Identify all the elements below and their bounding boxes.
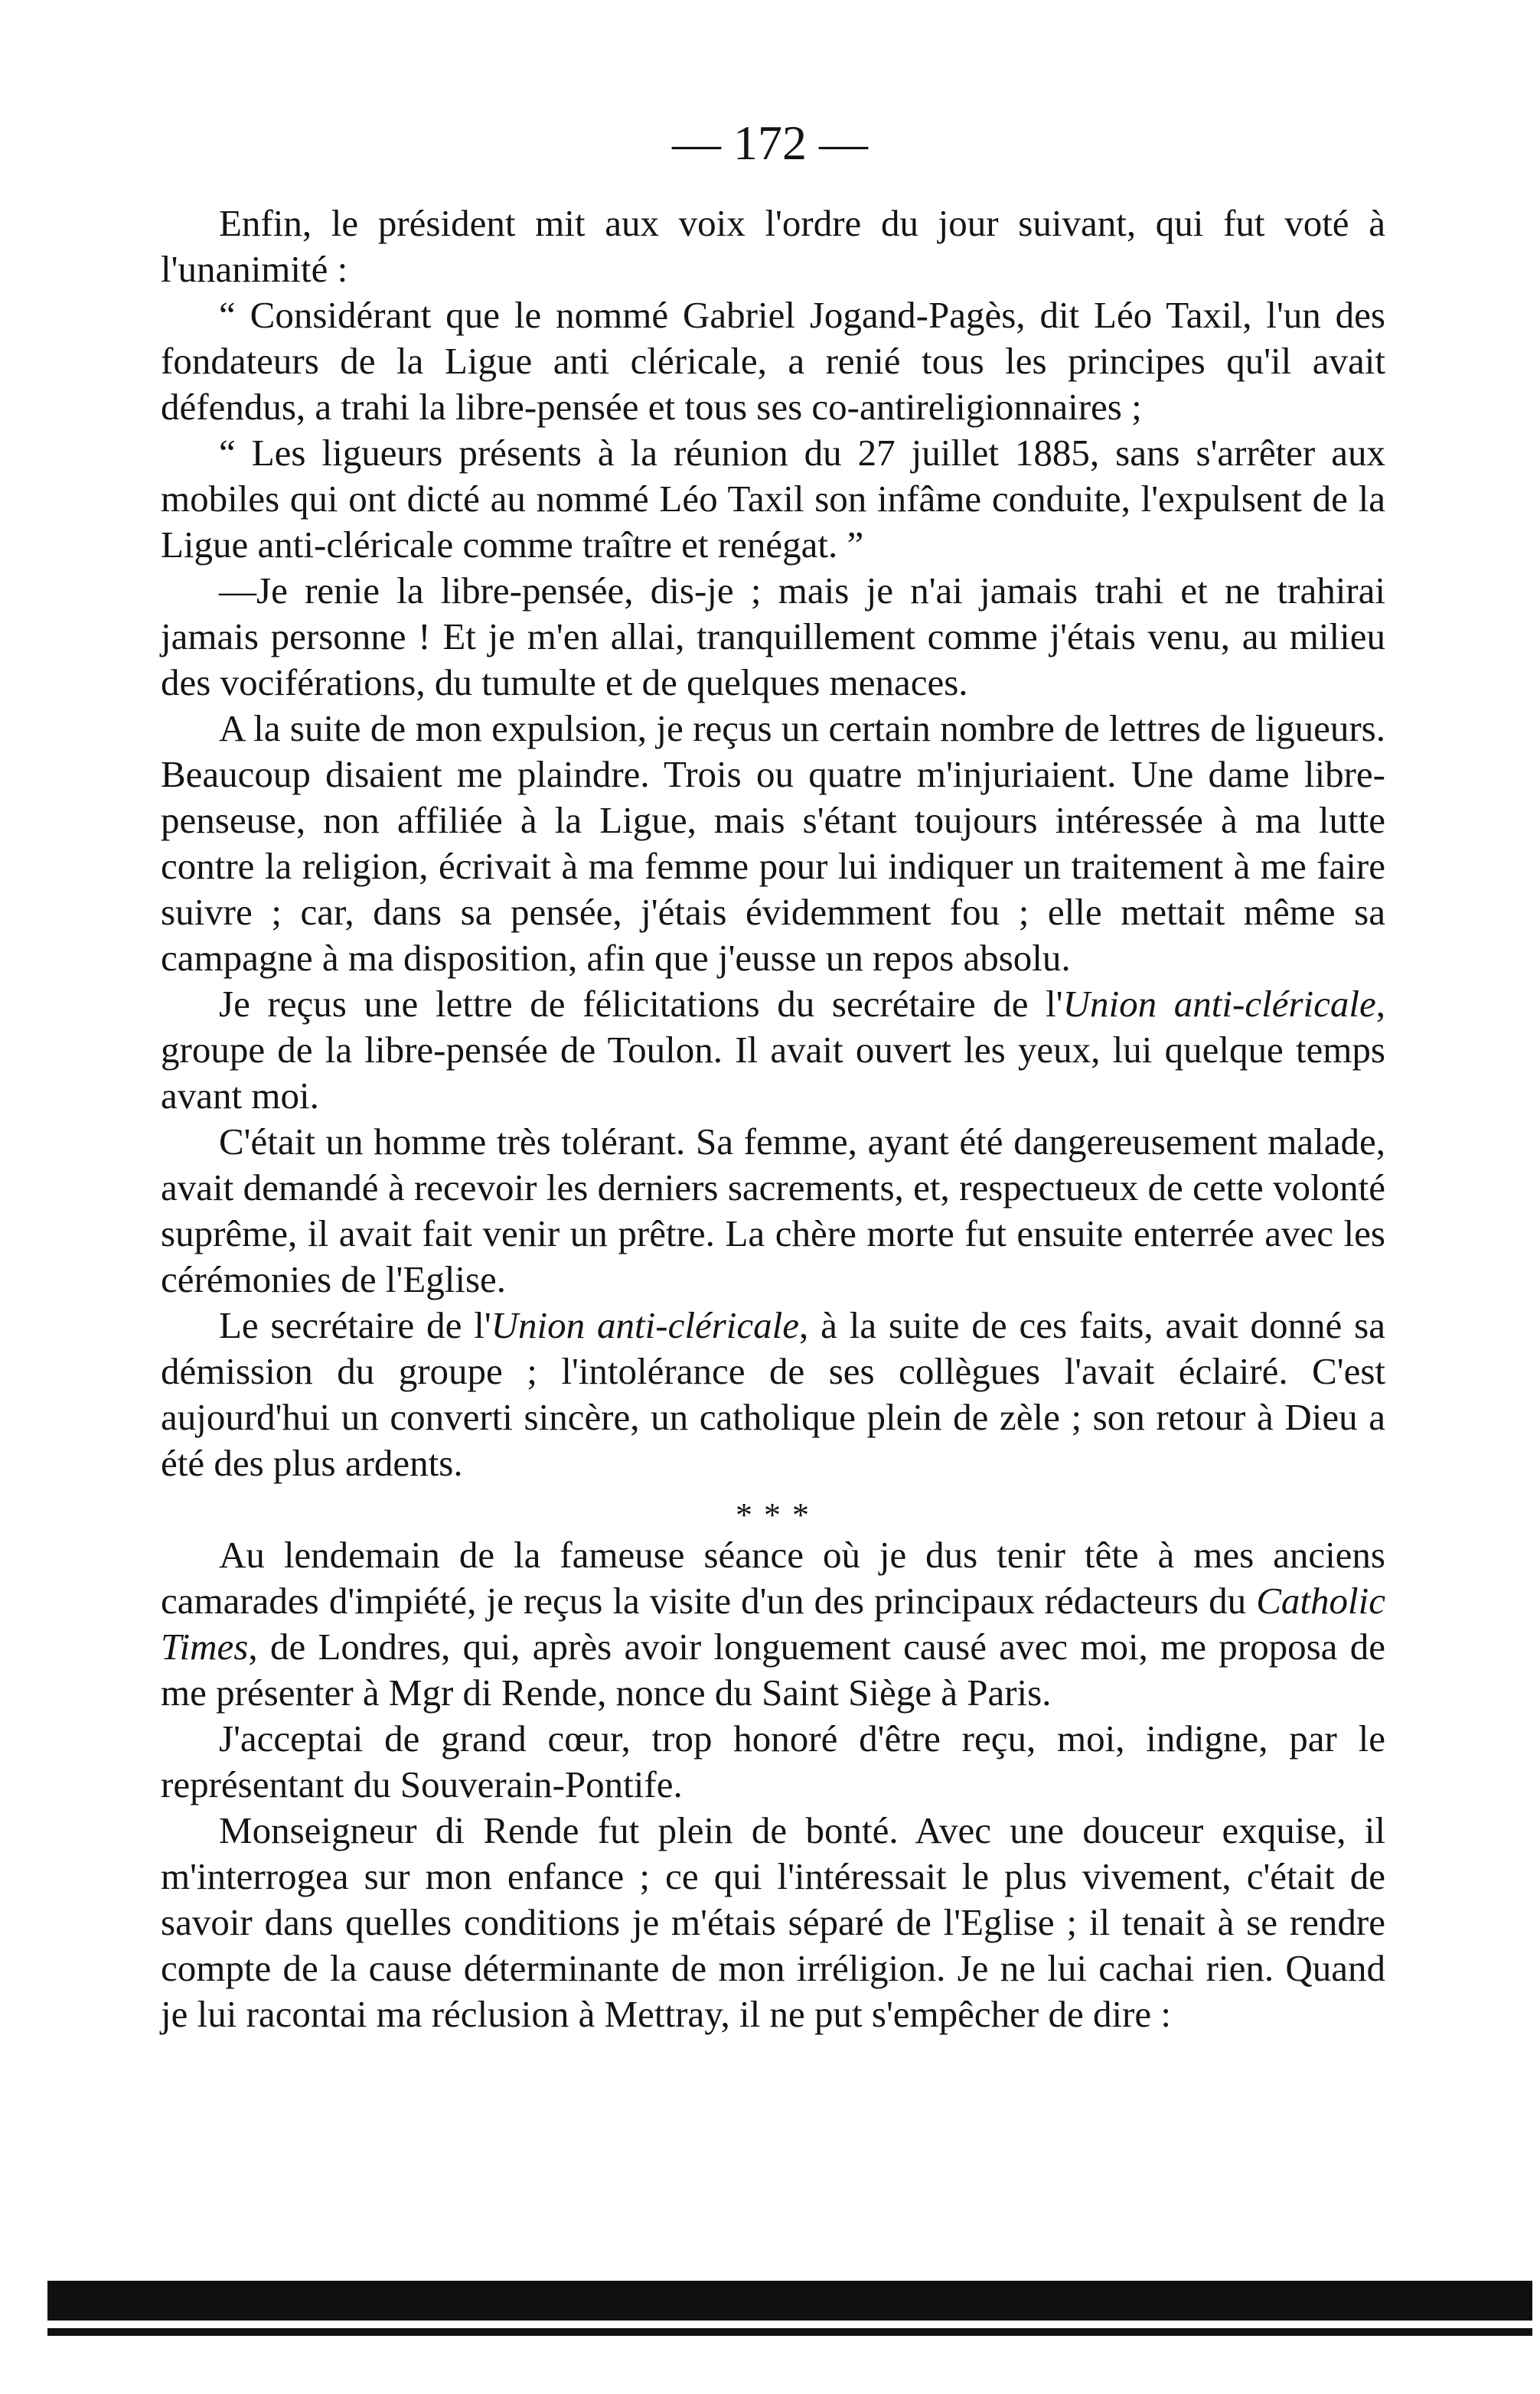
paragraph: —Je renie la libre-pensée, dis-je ; mais je n'ai jamais trahi et ne trahirai jamais personne ! Et je m'en allai, tranquillement comme j'étais venu, au milieu des vociférations, du tumulte et de quelques menaces.: [161, 569, 1385, 703]
body-text: [161, 201, 1385, 2037]
paragraph: [161, 1303, 1385, 1486]
text-run: Au lendemain de la fameuse séance où je dus tenir tête à mes anciens camarades d'impiété, je reçus la visite d'un des principaux rédacteurs du: [161, 1534, 1385, 1622]
paragraph: [161, 1532, 1385, 1716]
paragraph: Monseigneur di Rende fut plein de bonté. Avec une douceur exquise, il m'interrogea sur mon enfance ; ce qui l'intéressait le plus vivement, c'était de savoir dans quelles conditions je m'étais séparé de l'Eglise ; il tenait à se rendre compte de la cause déterminante de mon irréligion. Je ne lui cachai rien. Quand je lui racontai ma réclusion à Mettray, il ne put s'empêcher de dire :: [161, 1809, 1385, 2035]
paragraph: A la suite de mon expulsion, je reçus un certain nombre de lettres de ligueurs. Beaucoup disaient me plaindre. Trois ou quatre m'injuriaient. Une dame libre-penseuse, non affiliée à la Ligue, mais s'étant toujours intéressée à ma lutte contre la religion, écrivait à ma femme pour lui indiquer un traitement à me faire suivre ; car, dans sa pensée, j'étais évidemment fou ; elle mettait même sa campagne à ma disposition, afin que j'eusse un repos absolu.: [161, 707, 1385, 979]
page-number: — 172 —: [672, 116, 868, 170]
italic-title: Catholic Times: [161, 1580, 1385, 1668]
bottom-border-thin: [47, 2328, 1532, 2336]
paragraph: Enfin, le président mit aux voix l'ordre du jour suivant, qui fut voté à l'unanimité :: [161, 202, 1385, 290]
text-run: , groupe de la libre-pensée de Toulon. Il avait ouvert les yeux, lui quelque temps avant moi.: [161, 983, 1385, 1117]
paragraph: C'était un homme très tolérant. Sa femme, ayant été dangereusement malade, avait demandé à recevoir les derniers sacrements, et, respectueux de cette volonté suprême, il avait fait venir un prêtre. La chère morte fut ensuite enterrée avec les cérémonies de l'Eglise.: [161, 1120, 1385, 1300]
italic-title: Union anti-cléricale: [491, 1304, 799, 1346]
text-run: , de Londres, qui, après avoir longuement causé avec moi, me proposa de me présenter à Mgr di Rende, nonce du Saint Siège à Paris.: [161, 1626, 1385, 1714]
section-separator: * * *: [736, 1496, 811, 1534]
paragraph: [161, 981, 1385, 1119]
paragraph: “ Les ligueurs présents à la réunion du 27 juillet 1885, sans s'arrêter aux mobiles qui ont dicté au nommé Léo Taxil son infâme conduite, l'expulsent de la Ligue anti-cléricale comme traître et renégat. ”: [161, 432, 1385, 566]
text-run: Je reçus une lettre de félicitations du secrétaire de l': [219, 983, 1063, 1025]
bottom-border-thick: [47, 2281, 1532, 2321]
text-run: , à la suite de ces faits, avait donné sa démission du groupe ; l'intolérance de ses collègues l'avait éclairé. C'est aujourd'hui un converti sincère, un catholique plein de zèle ; son retour à Dieu a été des plus ardents.: [161, 1304, 1385, 1484]
paragraph: “ Considérant que le nommé Gabriel Jogand-Pagès, dit Léo Taxil, l'un des fondateurs de la Ligue anti cléricale, a renié tous les principes qu'il avait défendus, a trahi la libre-pensée et tous ses co-antireligionnaires ;: [161, 294, 1385, 428]
italic-title: Union anti-cléricale: [1062, 983, 1376, 1025]
text-run: Le secrétaire de l': [219, 1304, 491, 1346]
paragraph: J'acceptai de grand cœur, trop honoré d'être reçu, moi, indigne, par le représentant du Souverain-Pontife.: [161, 1717, 1385, 1805]
